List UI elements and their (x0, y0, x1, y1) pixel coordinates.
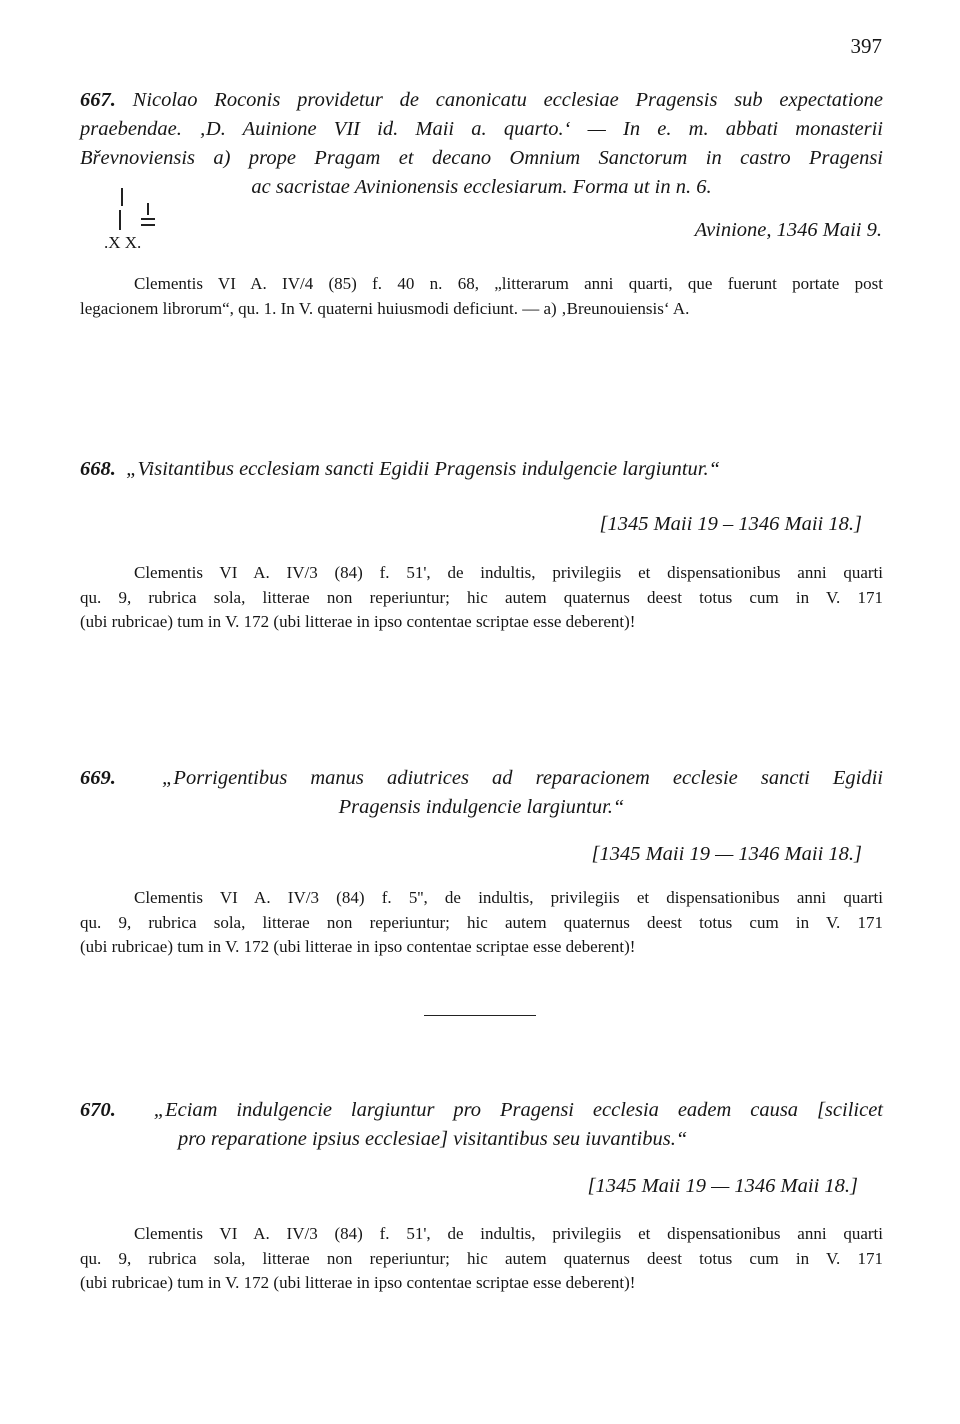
entry-670-title-line2: pro reparatione ipsius ecclesiae] visitantibus seu iuvantibus.“ (178, 1128, 688, 1150)
entry-667-number: 667. (80, 89, 116, 111)
entry-667-line4: ac sacristae Avinionensis ecclesiarum. Forma ut in n. 6. (251, 176, 712, 198)
mark-bar-1 (141, 218, 155, 220)
entry-667-heading (80, 86, 883, 173)
entry-668-note-line1: Clementis VI A. IV/3 (84) f. 51', de indultis, privilegiis et dispensationibus anni quarti (134, 563, 883, 582)
entry-669-date: [1345 Maii 19 — 1346 Maii 18.] (591, 843, 862, 865)
entry-670-note-line2: qu. 9, rubrica sola, litterae non reperiuntur; hic autem quaternus deest totus cum in V. 171 (80, 1248, 883, 1268)
entry-669-note-line2: qu. 9, rubrica sola, litterae non reperiuntur; hic autem quaternus deest totus cum in V. 171 (80, 912, 883, 932)
entry-668-heading (80, 455, 883, 484)
entry-667-note-line2: legacionem librorum“, qu. 1. In V. quaterni huiusmodi deficiunt. — a) ‚Breunouiensis‘ A. (80, 298, 690, 318)
mark-stroke-3 (147, 203, 149, 215)
entry-669-note-line1: Clementis VI A. IV/3 (84) f. 5'', de indultis, privilegiis et dispensationibus anni quarti (134, 888, 883, 907)
entry-667-note-line1: Clementis VI A. IV/4 (85) f. 40 n. 68, „litterarum anni quarti, que fuerunt portate post (134, 274, 883, 293)
mark-bar-2 (141, 224, 155, 226)
entry-669-note (80, 886, 883, 960)
entry-669-title-line1: „Porrigentibus manus adiutrices ad reparacionem ecclesie sancti Egidii (162, 767, 883, 789)
entry-669-number: 669. (80, 767, 116, 789)
entry-669-title-line2: Pragensis indulgencie largiuntur.“ (338, 796, 625, 818)
entry-667-line2: praebendae. ‚D. Auinione VII id. Maii a. quarto.‘ — In e. m. abbati monasterii (80, 118, 883, 140)
entry-667-date: Avinione, 1346 Maii 9. (694, 219, 882, 241)
entry-669-heading (80, 764, 883, 793)
page-number: 397 (850, 34, 882, 58)
entry-668-note (80, 561, 883, 635)
entry-670-number: 670. (80, 1099, 116, 1121)
entry-670-note-line3: (ubi rubricae) tum in V. 172 (ubi litterae in ipso contentae scriptae esse deberent)! (80, 1273, 636, 1292)
entry-668-title: „Visitantibus ecclesiam sancti Egidii Pragensis indulgencie largiuntur.“ (126, 458, 721, 480)
entry-668-number: 668. (80, 458, 116, 480)
entry-670-note (80, 1222, 883, 1296)
entry-670-note-line1: Clementis VI A. IV/3 (84) f. 51', de indultis, privilegiis et dispensationibus anni quarti (134, 1224, 883, 1243)
entry-669-note-line3: (ubi rubricae) tum in V. 172 (ubi litterae in ipso contentae scriptae esse deberent)! (80, 937, 636, 956)
roman-numeral-marks: .X X. (104, 233, 142, 252)
entry-667-line3: Břevnoviensis a) prope Pragam et decano Omnium Sanctorum in castro Pragensi (80, 147, 883, 169)
entry-670-title-line1: „Eciam indulgencie largiuntur pro Pragensi ecclesia eadem causa [scilicet (153, 1099, 883, 1121)
entry-667-note (80, 272, 883, 321)
entry-667-line1: Nicolao Roconis providetur de canonicatu ecclesiae Pragensis sub expectatione (132, 89, 884, 111)
entry-668-date: [1345 Maii 19 – 1346 Maii 18.] (599, 513, 862, 535)
entry-670-date: [1345 Maii 19 — 1346 Maii 18.] (587, 1175, 858, 1197)
entry-670-heading (80, 1096, 883, 1125)
section-divider (424, 1015, 536, 1016)
entry-668-note-line2: qu. 9, rubrica sola, litterae non reperiuntur; hic autem quaternus deest totus cum in V. 171 (80, 587, 883, 607)
mark-stroke-1 (121, 188, 123, 206)
entry-668-note-line3: (ubi rubricae) tum in V. 172 (ubi litterae in ipso contentae scriptae esse deberent)! (80, 612, 636, 631)
mark-stroke-2 (119, 210, 121, 230)
